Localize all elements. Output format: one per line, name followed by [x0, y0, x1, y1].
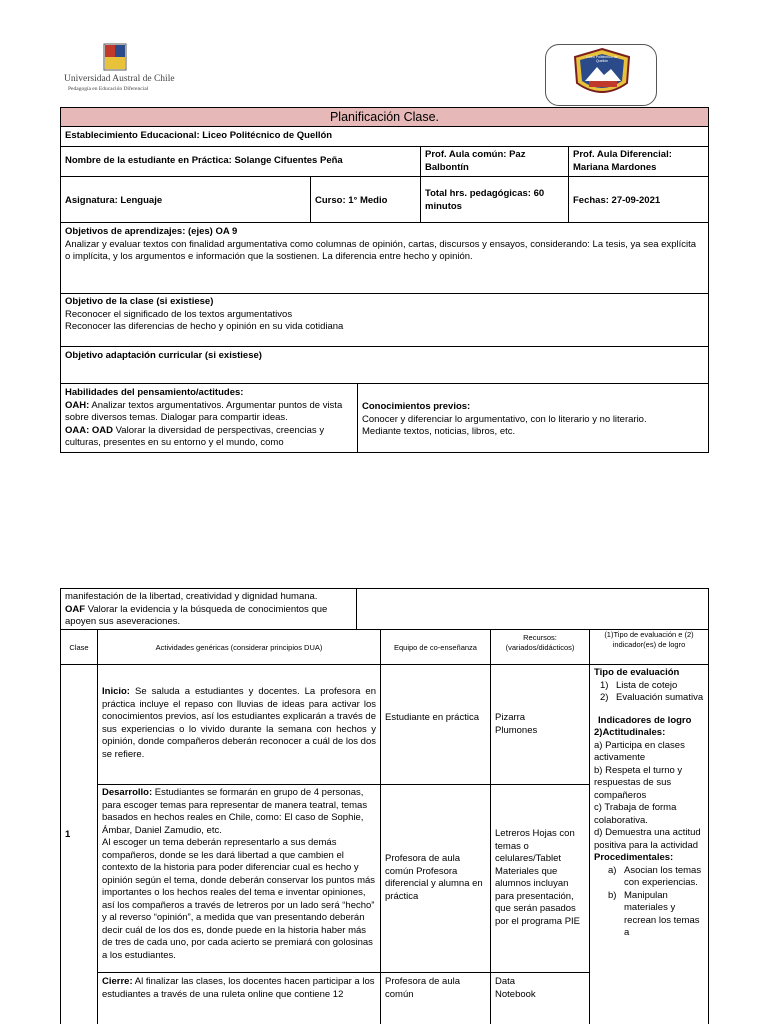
university-crest-icon: [102, 42, 128, 72]
col-header-evaluacion: (1)Tipo de evaluación e (2) indicador(es) de logro: [604, 630, 694, 649]
eval-proc-item: a) Asocian los temas con experiencias.: [608, 864, 702, 888]
eval-tipo-item: 2) Evaluación sumativa: [600, 692, 704, 703]
col-header-recursos: Recursos: (variados/didácticos): [505, 633, 575, 652]
eval-indicadores-title: Indicadores de logro: [598, 714, 692, 726]
cierre-recurso-2: Notebook: [495, 988, 536, 1000]
eval-actitudinales-title: 2)Actitudinales:: [594, 727, 666, 738]
conocimientos-2: Mediante textos, noticias, libros, etc.: [362, 426, 516, 437]
inicio-recurso-1: Pizarra: [495, 712, 526, 723]
eval-actitudinal-a: a) Participa en clases activamente: [594, 739, 685, 763]
cierre-activity: [98, 974, 380, 1024]
eval-procedimentales-title: Procedimentales:: [594, 852, 674, 863]
desarrollo-equipo: Profesora de aula común Profesora diferencial y alumna en práctica: [385, 853, 483, 901]
oaf-label: OAF: [65, 603, 86, 615]
habilidades-cont-1: manifestación de la libertad, creatividad y dignidad humana.: [65, 591, 318, 602]
university-name: Universidad Austral de Chile: [64, 74, 175, 84]
cierre-label: Cierre:: [102, 976, 133, 987]
oaa-text: Valorar la diversidad de perspectivas, creencias y culturas, presentes en su entorno y el mundo, como: [65, 424, 325, 448]
eval-actitudinal-c: c) Trabaja de forma colaborativa.: [594, 802, 677, 826]
col-header-actividades: Actividades genéricas (considerar principios DUA): [155, 643, 323, 652]
student-name-field: Nombre de la estudiante en Práctica: Solange Cifuentes Peña: [65, 155, 343, 166]
habilidades-title: Habilidades del pensamiento/actitudes:: [65, 387, 244, 398]
clase-number: 1: [65, 829, 71, 840]
eval-proc-list: [594, 865, 704, 940]
desarrollo-text-2: Al escoger un tema deberán representarlo a sus demás compañeros, donde se les dará libertad a que cambien el contexto de la historia para poder diferenciar cual es hecho y opinión según el tema, donde deberán conservar los puntos más importantes o los hechos reales del tema e inventar opiniones, así los compañeros a través de letreros por un lado será “hecho” y al reverso “opinión”, a medida que van presentando deberán decir cuál de los dos es, donde puede en la historia haber más de tres de cada uno, por cada acierto se premiará con golosinas a los estudiantes.: [102, 837, 376, 961]
objetivos-title: Objetivos de aprendizajes: (ejes) OA 9: [65, 226, 238, 237]
desarrollo-recursos: Letreros Hojas con temas o celulares/Tablet Materiales que alumnos incluyan para presentación, que serán pasados por el programa PIE: [495, 828, 581, 927]
prof-diferencial-field: Prof. Aula Diferencial: Mariana Mardones: [573, 149, 672, 173]
asignatura-field: Asignatura: Lenguaje: [65, 195, 163, 206]
desarrollo-activity: [98, 785, 380, 971]
eval-actitudinal-b: b) Respeta el turno y respuestas de sus compañeros: [594, 764, 683, 801]
eval-tipo-item: 1) Lista de cotejo: [600, 679, 678, 691]
conocimientos-1: Conocer y diferenciar lo argumentativo, con lo literario y no literario.: [362, 413, 647, 425]
oah-text: Analizar textos argumentativos. Argumentar puntos de vista sobre diversos temas. Dialogar para compartir ideas.: [65, 399, 343, 423]
university-logo: [64, 42, 174, 100]
inicio-recursos: [491, 710, 589, 738]
eval-proc-item: b) Manipulan materiales y recrean los temas a: [608, 889, 700, 938]
cierre-text: Al finalizar las clases, los docentes hacen participar a los estudiantes a través de una ruleta online que contiene 12: [102, 976, 375, 1000]
plan-title: Planificación Clase.: [329, 110, 440, 124]
total-hrs-field: Total hrs. pedagógicas: 60 minutos: [425, 188, 545, 212]
conocimientos-title: Conocimientos previos:: [362, 401, 471, 412]
eval-tipo-list: [594, 680, 704, 705]
col-header-clase: Clase: [69, 643, 89, 652]
curso-field: Curso: 1° Medio: [315, 195, 388, 206]
oaf-text: Valorar la evidencia y la búsqueda de conocimientos que apoyen sus aseveraciones.: [65, 603, 328, 627]
objetivos-text: Analizar y evaluar textos con finalidad argumentativa como columnas de opinión, cartas, discursos y ensayos, considerando: La tesis, ya sea explícita o implícita, y los argumentos e información que la sostienen. La diferencia entre hecho y opinión.: [65, 238, 697, 262]
desarrollo-text: Estudiantes se formarán en grupo de 4 personas, para escoger temas para representar de manera teatral, temas basados en hechos reales en Chile, como: El caso de Sophie, Ámbar, Daniel Zamudio, etc.: [102, 787, 368, 836]
habilidades: [61, 385, 356, 452]
cierre-recurso-1: Data: [495, 976, 516, 987]
prof-comun-field: Prof. Aula común: Paz Balbontín: [425, 149, 526, 173]
objetivos-aprendizaje: [61, 224, 706, 292]
school-logo-text: Liceo Politécnico de Quellón: [586, 55, 618, 63]
inicio-equipo: Estudiante en práctica: [385, 712, 480, 723]
objetivo-clase-title: Objetivo de la clase (si existiese): [65, 296, 214, 307]
objetivo-clase: [61, 294, 706, 344]
cierre-equipo: Profesora de aula común: [385, 976, 460, 1000]
school-logo-box: [545, 44, 657, 106]
objetivo-clase-2: Reconocer las diferencias de hecho y opinión en su vida cotidiana: [65, 321, 344, 332]
col-header-equipo: Equipo de co-enseñanza: [394, 643, 477, 652]
inicio-activity: [98, 684, 380, 782]
cierre-recursos: [491, 974, 589, 1024]
objetivo-adaptacion: Objetivo adaptación curricular (si existiese): [65, 350, 262, 361]
oah-label: OAH:: [65, 399, 90, 411]
fechas-field: Fechas: 27-09-2021: [573, 195, 661, 206]
inicio-text: Se saluda a estudiantes y docentes. La profesora en práctica incluye el repaso con lluvias de ideas para activar los conocimientos previos, así los estudiantes explicarán a través de sus experiencias o lo vivido durante la semana con hechos y opinión, donde compañeros deberán reconocer a cuál de los dos se refiere.: [102, 686, 376, 760]
desarrollo-label: Desarrollo:: [102, 787, 153, 798]
conocimientos-previos: [358, 399, 707, 451]
objetivo-clase-1: Reconocer el significado de los textos argumentativos: [65, 308, 293, 320]
eval-actitudinal-d: d) Demuestra una actitud positiva para la actividad: [594, 827, 701, 851]
university-subtitle: Pedagogía en Educación Diferencial: [68, 86, 149, 92]
inicio-label: Inicio:: [102, 686, 130, 697]
inicio-recurso-2: Plumones: [495, 724, 538, 736]
habilidades-continuation: [61, 589, 355, 629]
oaa-label: OAA: OAD: [65, 424, 114, 436]
establishment-field: Establecimiento Educacional: Liceo Politécnico de Quellón: [65, 130, 333, 141]
eval-tipo-title: Tipo de evaluación: [594, 667, 680, 678]
evaluation-column: [590, 665, 708, 1024]
